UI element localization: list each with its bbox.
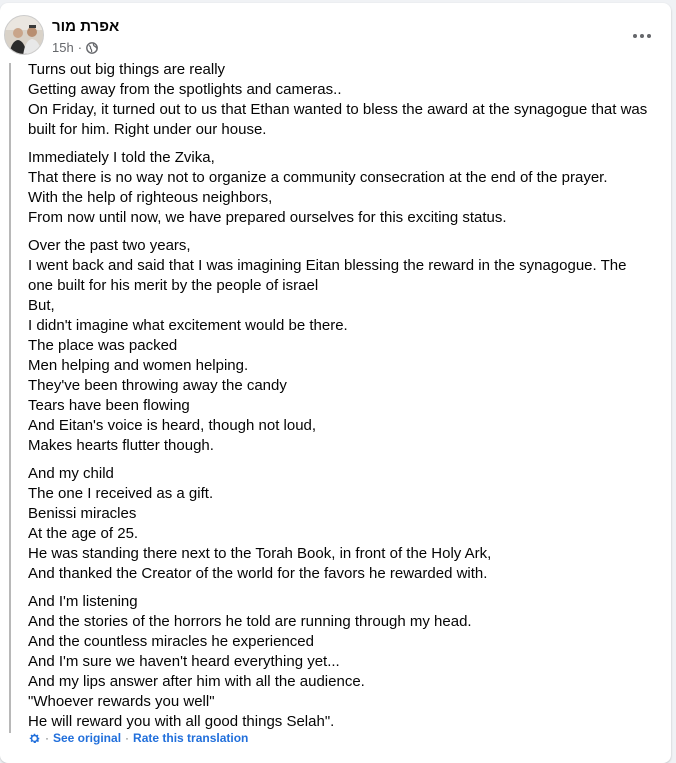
text-line: That there is no way not to organize a community consecration at the end of the prayer. [28, 169, 608, 186]
post-body [28, 60, 653, 740]
paragraph [28, 148, 653, 228]
text-line: I didn't imagine what excitement would be there. [28, 317, 348, 334]
text-line: He will reward you with all good things Selah". [28, 713, 335, 730]
text-line: And I'm listening [28, 593, 138, 610]
post-header [0, 3, 671, 59]
paragraph [28, 236, 653, 456]
text-line: Turns out big things are really [28, 61, 226, 78]
avatar-photo-icon [5, 16, 44, 55]
rate-translation-link[interactable]: Rate this translation [133, 731, 249, 745]
text-line: The one I received as a gift. [28, 485, 214, 502]
text-line: "Whoever rewards you well" [28, 693, 215, 710]
globe-icon[interactable] [86, 42, 98, 54]
gear-icon[interactable] [28, 732, 41, 745]
translation-bar [28, 730, 248, 746]
author-name[interactable]: אפרת מור [52, 18, 120, 35]
text-line: He was standing there next to the Torah Book, in front of the Holy Ark, [28, 545, 492, 562]
text-line: From now until now, we have prepared ourselves for this exciting status. [28, 209, 507, 226]
post-meta [52, 39, 98, 57]
see-original-link[interactable]: See original [53, 731, 122, 745]
paragraph [28, 60, 653, 140]
text-line: Tears have been flowing [28, 397, 190, 414]
text-line: At the age of 25. [28, 525, 139, 542]
post-card [0, 3, 671, 763]
text-line: On Friday, it turned out to us that Ethan wanted to bless the award at the synagogue that was built for him. Right under our house. [28, 101, 648, 138]
text-line: The place was packed [28, 337, 178, 354]
meta-separator: · [77, 40, 83, 55]
text-line: With the help of righteous neighbors, [28, 189, 273, 206]
text-line: And my lips answer after him with all the audience. [28, 673, 365, 690]
text-line: They've been throwing away the candy [28, 377, 287, 394]
text-line: But, [28, 297, 55, 314]
more-options-dot [647, 34, 651, 38]
more-options-button[interactable] [624, 23, 660, 49]
paragraph [28, 464, 653, 584]
text-line: And the countless miracles he experienced [28, 633, 314, 650]
more-options-icon [633, 34, 637, 38]
text-line: Over the past two years, [28, 237, 191, 254]
text-line: Immediately I told the Zvika, [28, 149, 215, 166]
translation-separator: · [125, 731, 130, 745]
text-line: And the stories of the horrors he told are running through my head. [28, 613, 472, 630]
text-line: And thanked the Creator of the world for the favors he rewarded with. [28, 565, 488, 582]
paragraph [28, 592, 653, 732]
text-line: Getting away from the spotlights and cameras.. [28, 81, 342, 98]
more-options-dot [640, 34, 644, 38]
author-avatar[interactable] [4, 15, 44, 55]
text-line: And my child [28, 465, 114, 482]
text-line: And I'm sure we haven't heard everything yet... [28, 653, 340, 670]
translation-quote-bar [9, 63, 11, 733]
text-line: Makes hearts flutter though. [28, 437, 214, 454]
post-timestamp[interactable]: 15h [52, 40, 74, 55]
text-line: Men helping and women helping. [28, 357, 249, 374]
text-line: I went back and said that I was imagining Eitan blessing the reward in the synagogue. The one built for his merit by the people of israel [28, 257, 627, 294]
translation-separator: · [45, 731, 49, 745]
text-line: And Eitan's voice is heard, though not loud, [28, 417, 317, 434]
text-line: Benissi miracles [28, 505, 137, 522]
